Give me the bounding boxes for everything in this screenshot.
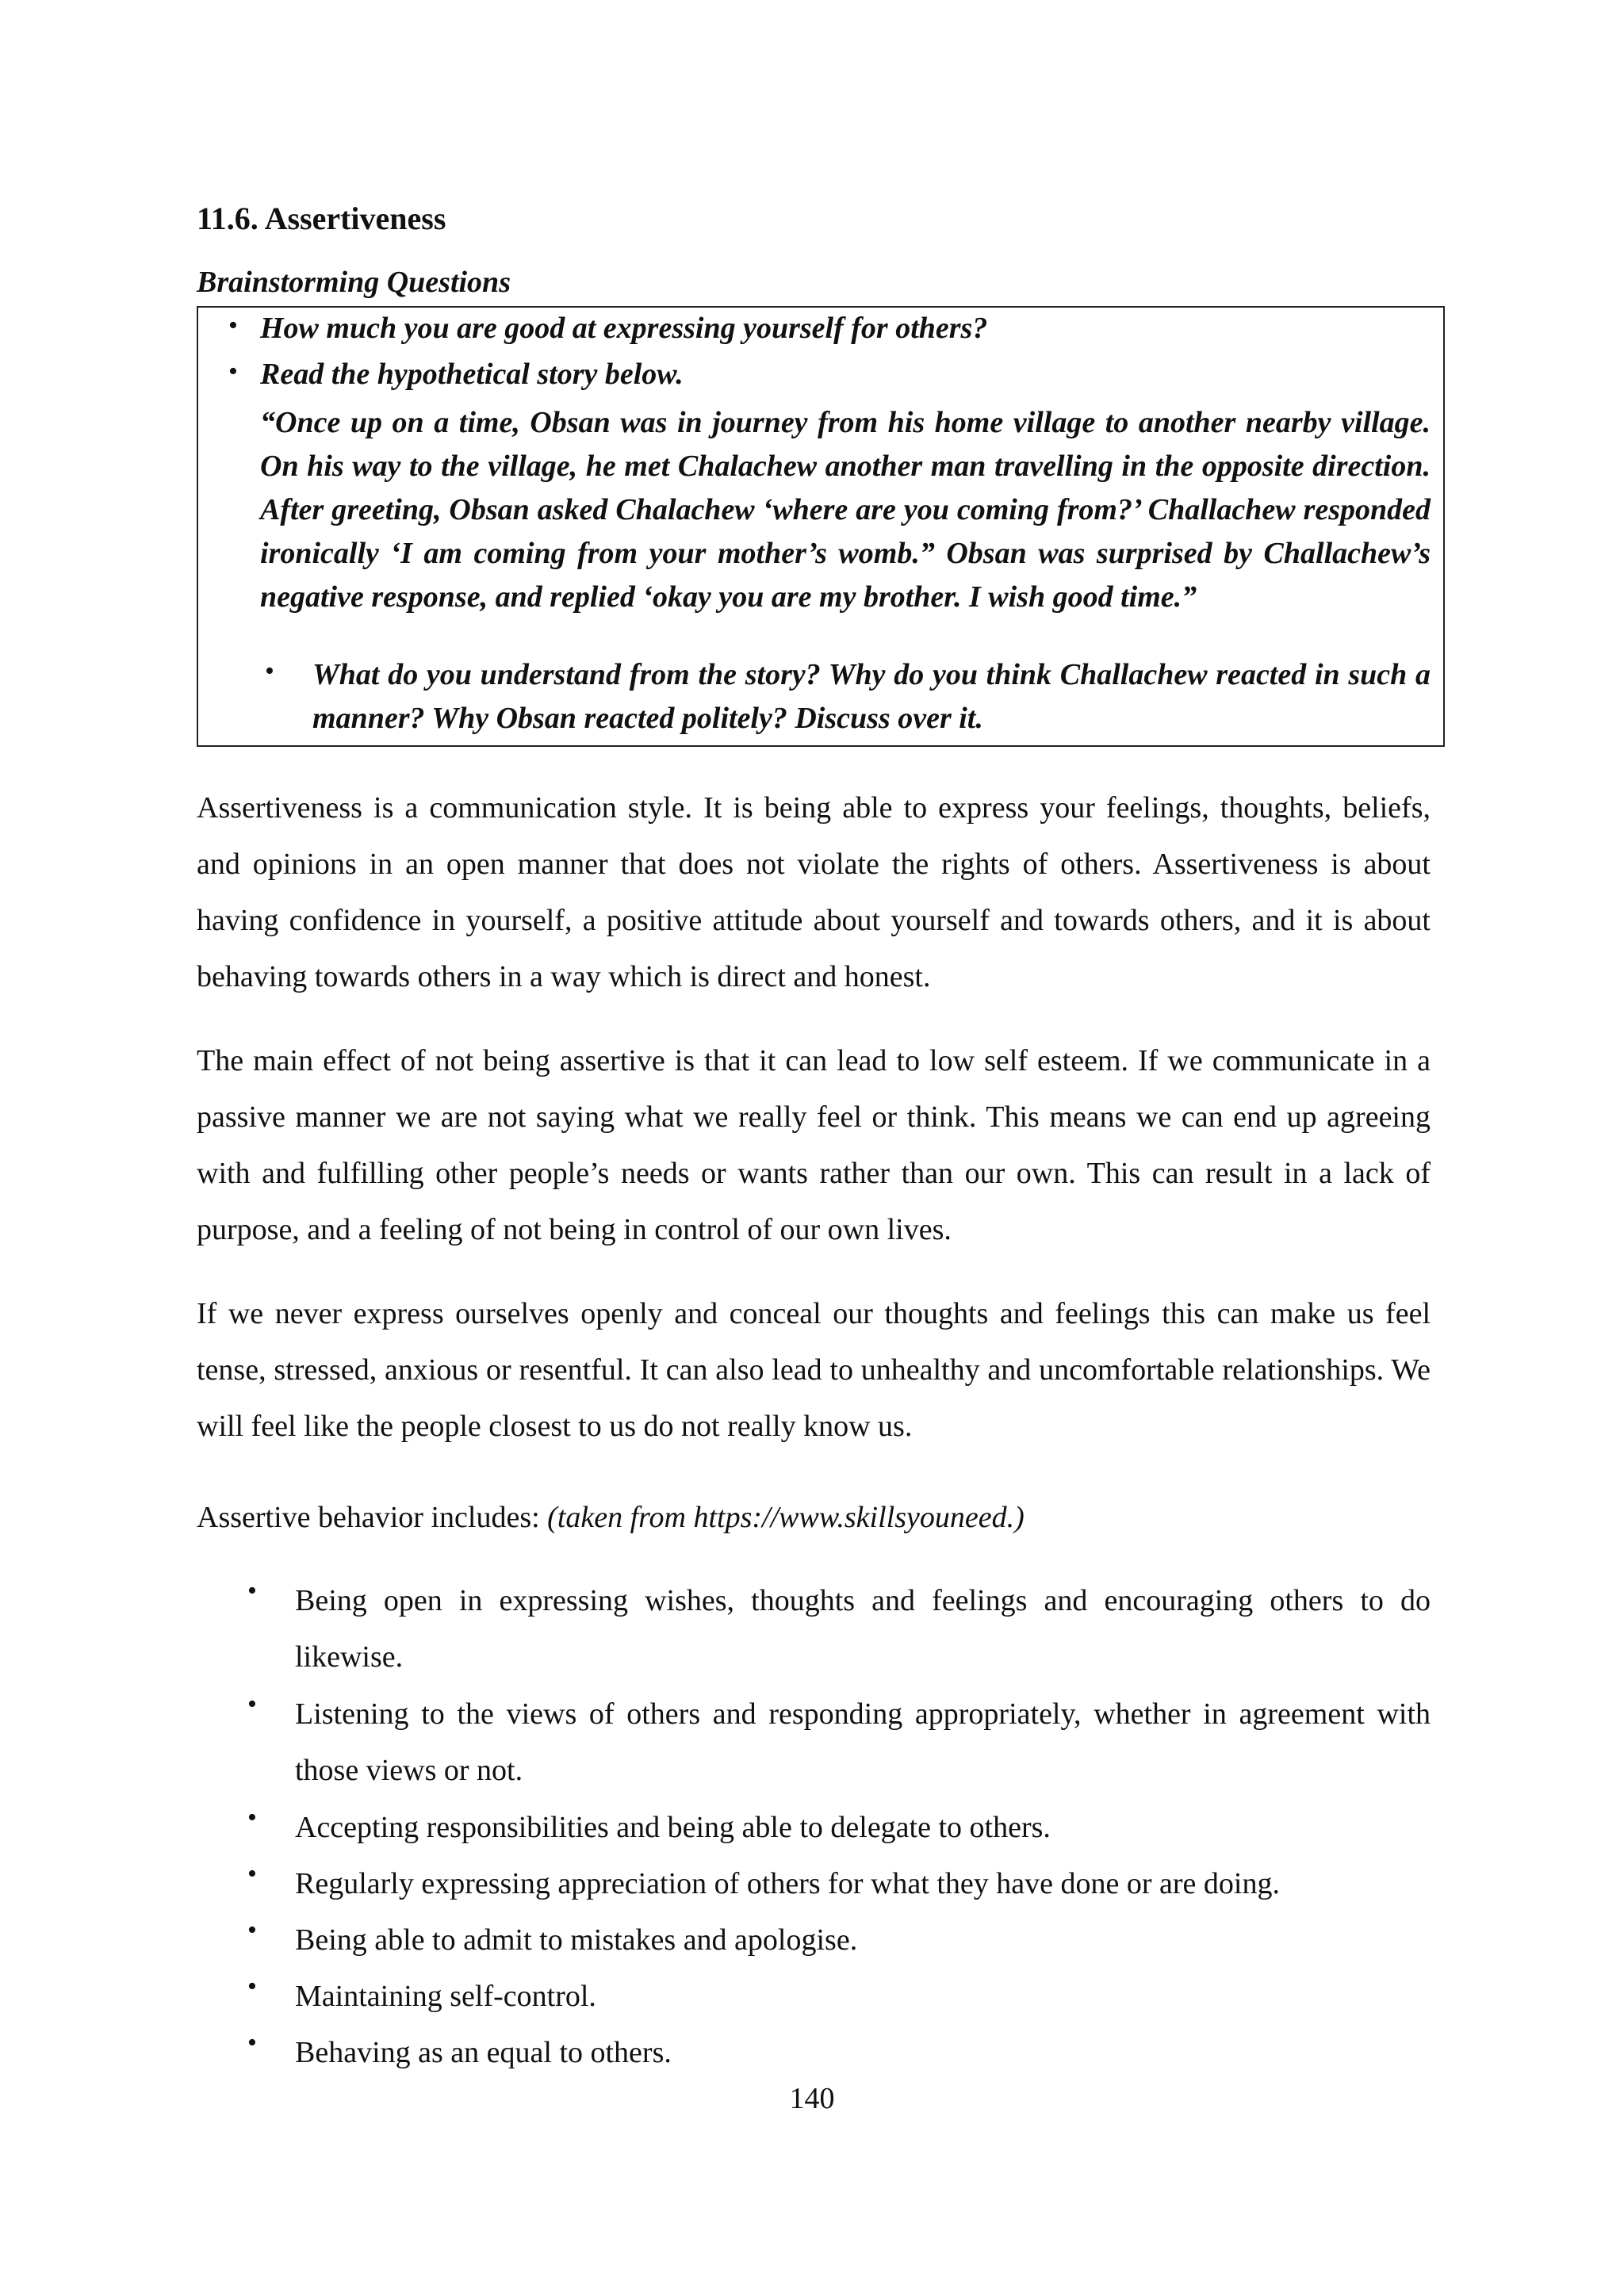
bullet-icon: • xyxy=(228,311,238,340)
paragraph-effect: The main effect of not being assertive is that it can lead to low self esteem. If we communicate in a passive manner we are not saying what we really feel or think. This means we can end up agreeing with and fulfilling other people’s needs or wants rather than our own. This can result in a lack of purpose, and a feeling of not being in control of our own lives. xyxy=(197,1044,1431,1246)
list-item-text: Behaving as an equal to others. xyxy=(295,2036,672,2069)
bullet-icon: • xyxy=(247,1576,257,1605)
brainstorm-heading: Brainstorming Questions xyxy=(197,266,511,299)
list-item-text: Accepting responsibilities and being able to delegate to others. xyxy=(295,1811,1051,1844)
list-source: (taken from https://www.skillsyouneed.) xyxy=(547,1501,1025,1534)
page-number: 140 xyxy=(789,2082,835,2115)
bullet-icon: • xyxy=(247,1689,257,1719)
question-2: Read the hypothetical story below. xyxy=(260,358,684,391)
list-item-text: Being open in expressing wishes, thoughts and feelings and encouraging others to do likewise. xyxy=(295,1584,1431,1674)
list-item-text: Regularly expressing appreciation of others for what they have done or are doing. xyxy=(295,1867,1280,1900)
bullet-icon: • xyxy=(247,1803,257,1832)
list-item-text: Being able to admit to mistakes and apologise. xyxy=(295,1923,858,1957)
question-3: What do you understand from the story? Why do you think Challachew reacted in such a manner? Why Obsan reacted politely? Discuss over it. xyxy=(312,658,1431,735)
section-heading: 11.6. Assertiveness xyxy=(197,201,446,236)
bullet-icon: • xyxy=(247,1915,257,1945)
list-intro-label: Assertive behavior includes: xyxy=(197,1501,540,1534)
list-item-text: Maintaining self-control. xyxy=(295,1980,596,2013)
paragraph-definition: Assertiveness is a communication style. It is being able to express your feelings, thoughts, beliefs, and opinions in an open manner that does not violate the rights of others. Assertiveness is about having confidence in yourself, a positive attitude about yourself and towards others, and it is about behaving towards others in a way which is direct and honest. xyxy=(197,791,1431,993)
list-item-text: Listening to the views of others and responding appropriately, whether in agreement with those views or not. xyxy=(295,1697,1431,1787)
list-intro xyxy=(197,1500,1025,1535)
question-1: How much you are good at expressing yourself for others? xyxy=(260,312,988,345)
story-text: “Once up on a time, Obsan was in journey from his home village to another nearby village. On his way to the village, he met Chalachew another man travelling in the opposite direction. After greeting, Obsan asked Chalachew ‘where are you coming from?’ Challachew responded ironically ‘I am coming from your mother’s womb.” Obsan was surprised by Challachew’s negative response, and replied ‘okay you are my brother. I wish good time.” xyxy=(260,406,1431,614)
bullet-icon: • xyxy=(228,357,238,386)
bullet-icon: • xyxy=(247,1972,257,2001)
bullet-icon: • xyxy=(247,1859,257,1888)
bullet-icon: • xyxy=(247,2028,257,2057)
brainstorm-box xyxy=(197,306,1445,747)
paragraph-expression: If we never express ourselves openly and conceal our thoughts and feelings this can make us feel tense, stressed, anxious or resentful. It can also lead to unhealthy and uncomfortable relationships. We will feel like the people closest to us do not really know us. xyxy=(197,1297,1431,1443)
bullet-icon: • xyxy=(265,656,274,686)
